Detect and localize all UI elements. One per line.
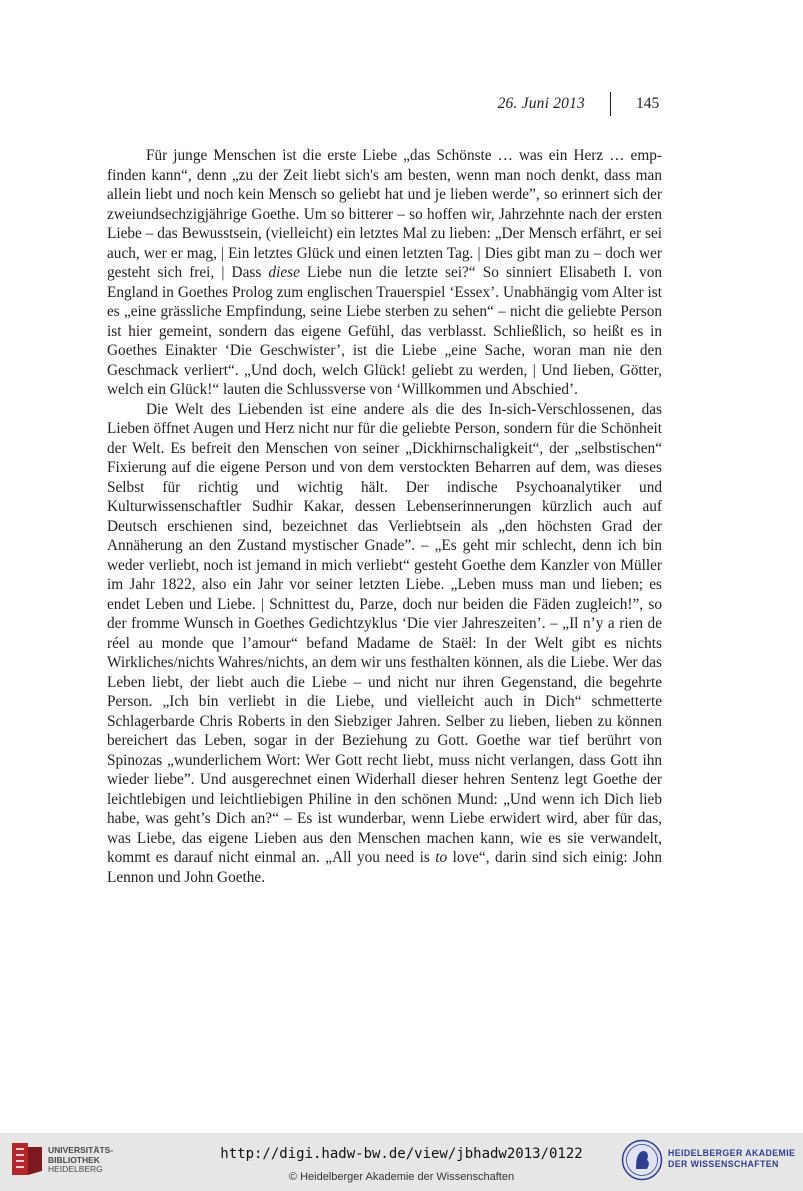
library-line-3: HEIDELBERG (48, 1164, 103, 1174)
body-text (107, 146, 662, 887)
academy-line-1: HEIDELBERGER AKADEMIE (668, 1148, 796, 1158)
header-divider (610, 92, 611, 116)
academy-line-2: DER WISSENSCHAFTEN (668, 1159, 779, 1169)
text-run: Die Welt des Liebenden ist eine andere als die des In-sich-Verschlossenen, das Lieben öffnet Augen und Herz nicht nur für die geliebte Person, sondern für die Schönheit der Welt. Es befreit den Menschen von seiner „Dickhirnschaligkeit“, der „selbstischen“ Fixierung auf die eigene Person und von dem verstockten Beharren auf dem, was dieses Selbst für richtig und wichtig hält. Der indische Psychoanalytiker und Kulturwissenschaftler Sudhir Kakar, dessen Lebenserinnerungen kürzlich auch auf Deutsch erschienen sind, bezeichnet das Verliebtsein als „den höchsten Grad der Annäherung an den Zustand mystischer Gnade”. – „Es geht mir schlecht, denn ich bin weder verliebt, noch ist jemand in mich verliebt“ gesteht Goethe dem Kanzler von Müller im Jahr 1822, also ein Jahr vor seiner letzten Liebe. „Leben muss man und lieben; es endet Leben und Liebe. | Schnittest du, Parze, doch nur beiden die Fäden zugleich!”, so der fromme Wunsch in Goethes Gedichtzyklus ‘Die vier Jahreszeiten’. – „Il n’y a rien de réel au monde que l’amour“ befand Madame de Staël: In der Welt gibt es nichts Wirkliches/nichts Wahres/nichts, an dem wir uns festhalten können, als die Liebe. Wer das Leben liebt, der liebt auch die Liebe – und nicht nur ihren Gegenstand, die begehrte Person. „Ich bin verliebt in die Liebe, und vielleicht auch in Dich“ schmetterte Schlagerbarde Chris Roberts in den Siebziger Jahren. Selber zu lieben, lieben zu können bereichert das Leben, sogar in der Beziehung zu Gott. Goethe war tief berührt von Spinozas „wunderlichem Wort: Wer Gott recht liebt, muss nicht verlangen, dass Gott ihn wieder liebe”. Und ausgerechnet einen Widerhall dieser hehren Sentenz legt Goethe der leichtlebigen und leichtliebigen Philine in den schönen Mund: „Und wenn ich Dich lieb habe, was geht’s Dich an?“ – Es ist wunderbar, wenn Liebe erwidert wird, aber für das, was Liebe, das eigene Lieben aus den Menschen machen kann, wie es sie verwandelt, kommt es darauf nicht einmal an. „All you need is (107, 400, 662, 866)
copyright-notice: © Heidelberger Akademie der Wissenschaften (288, 1171, 515, 1183)
library-line-1: UNIVERSITÄTS- (48, 1145, 114, 1155)
academy-wordmark[interactable] (668, 1148, 795, 1170)
page-number: 145 (636, 95, 660, 112)
text-run: Für junge Menschen ist die erste Liebe „das Schönste … was ein Herz … empfinden kann“, denn „zu der Zeit liebt sich's am besten, wenn man noch denkt, dass man allein liebt und noch kein Mensch so geliebt hat und je lieben werde”, so erinnert sich der zweiundsechzigjährige Goethe. Um so bitterer – so hoffen wir, Jahrzehnte nach der ersten Liebe – das Bewusstsein, (vielleicht) ein letztes Mal zu lieben: „Der Mensch erfährt, er sei auch, wer er mag, | Ein letztes Glück und einen letzten Tag. | Dies gibt man zu – doch wer gesteht sich frei, | Dass (107, 147, 662, 281)
digitization-footer (0, 1133, 803, 1191)
library-line-2: BIBLIOTHEK (48, 1154, 100, 1165)
text-run: love“, darin sind sich einig: John Lennon und John Goethe. (107, 849, 662, 886)
emphasis: to (435, 849, 448, 866)
running-head (0, 92, 803, 120)
text-run: Liebe nun die letzte sei?“ So sinniert Elisabeth I. von England in Goethes Prolog zum englischen Trauerspiel ‘Essex’. Unabhängig vom Alter ist es „eine grässliche Empfindung, seine Liebe sterben zu sehen“ – nicht die geliebte Person ist hier gemeint, sondern das eigene Gefühl, das verblasst. Schließlich, so heißt es in Goethes Einakter ‘Die Geschwister’, ist die Liebe „eine Sache, woran man nie den Geschmack verliert“. „Und doch, welch Glück! geliebt zu werden, | Und lieben, Götter, welch ein Glück!“ lauten die Schlussverse von ‘Willkommen und Abschied’. (107, 264, 662, 398)
permalink-url[interactable]: http://digi.hadw-bw.de/view/jbhadw2013/0122 (220, 1146, 583, 1162)
paragraph-2 (107, 400, 662, 888)
emphasis: diese (268, 264, 300, 281)
academy-seal-icon[interactable] (621, 1139, 663, 1181)
header-date: 26. Juni 2013 (497, 95, 585, 112)
paragraph-1 (107, 146, 662, 400)
